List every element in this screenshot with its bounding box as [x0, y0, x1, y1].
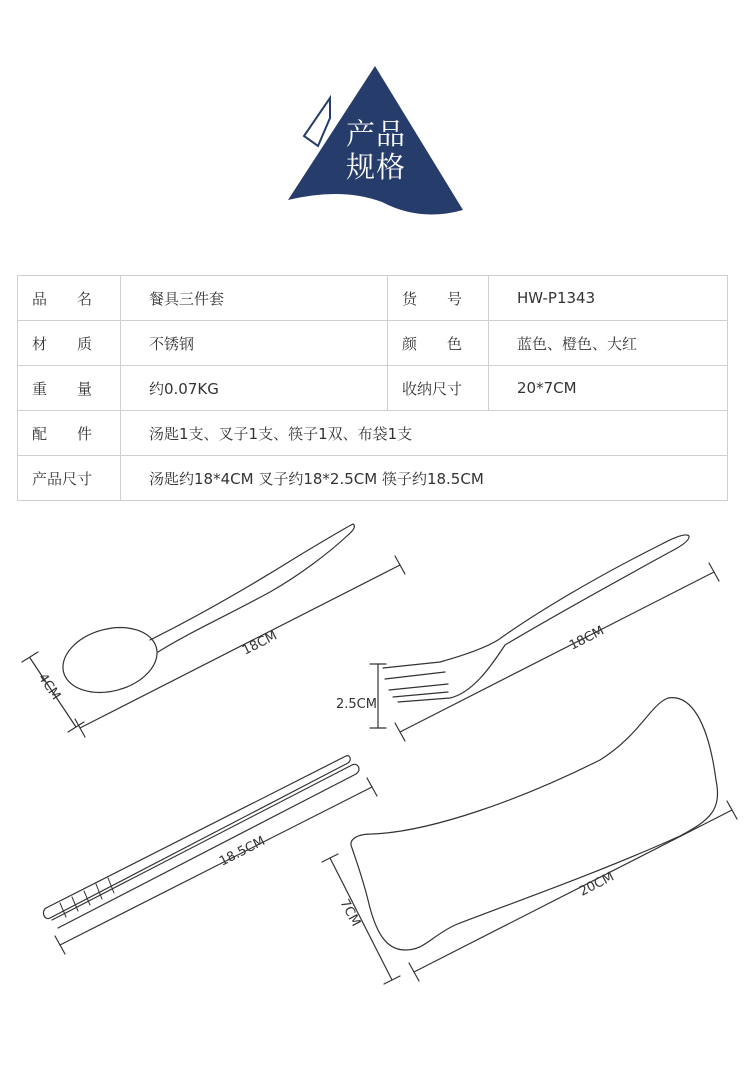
sku-label: 货 号	[388, 276, 489, 321]
color-label: 颜 色	[388, 321, 489, 366]
fork-length-dimension	[395, 563, 719, 741]
bag-width-label: 7CM	[336, 896, 364, 930]
fork-drawing	[383, 535, 689, 702]
spoon-handle	[150, 524, 354, 652]
name-value: 餐具三件套	[121, 276, 388, 321]
parts-value: 汤匙1支、叉子1支、筷子1双、布袋1支	[121, 411, 728, 456]
size-label: 产品尺寸	[18, 456, 121, 501]
weight-value: 约0.07KG	[121, 366, 388, 411]
cloth-bag-outline	[351, 698, 718, 950]
spoon-length-label: 18CM	[240, 628, 280, 659]
fork-head	[383, 535, 689, 702]
weight-label: 重 量	[18, 366, 121, 411]
fork-length-label: 18CM	[567, 623, 607, 654]
name-label: 品 名	[18, 276, 121, 321]
fork-width-dimension	[370, 664, 386, 728]
chopsticks-drawing	[43, 756, 358, 928]
spoon-drawing	[56, 524, 355, 702]
spoon-width-label: 4CM	[34, 670, 64, 703]
badge-title-line1: 产品	[345, 117, 406, 151]
fork-width-label: 2.5CM	[336, 697, 377, 712]
material-value: 不锈钢	[121, 321, 388, 366]
sku-value: HW-P1343	[489, 276, 728, 321]
parts-label: 配 件	[18, 411, 121, 456]
material-label: 材 质	[18, 321, 121, 366]
color-value: 蓝色、橙色、大红	[489, 321, 728, 366]
badge-title-line2: 规格	[345, 150, 406, 184]
bag-length-label: 20CM	[577, 869, 617, 900]
size-value: 汤匙约18*4CM 叉子约18*2.5CM 筷子约18.5CM	[121, 456, 728, 501]
chopsticks-length-label: 18.5CM	[217, 833, 268, 870]
cloth-bag-drawing	[351, 698, 718, 950]
chopsticks-length-dimension	[55, 778, 377, 954]
storage-value: 20*7CM	[489, 366, 728, 411]
spoon-bowl	[56, 618, 165, 703]
chopstick-1	[43, 756, 350, 919]
chopstick-2	[52, 764, 359, 928]
storage-label: 收纳尺寸	[388, 366, 489, 411]
bag-length-dimension	[409, 801, 737, 981]
